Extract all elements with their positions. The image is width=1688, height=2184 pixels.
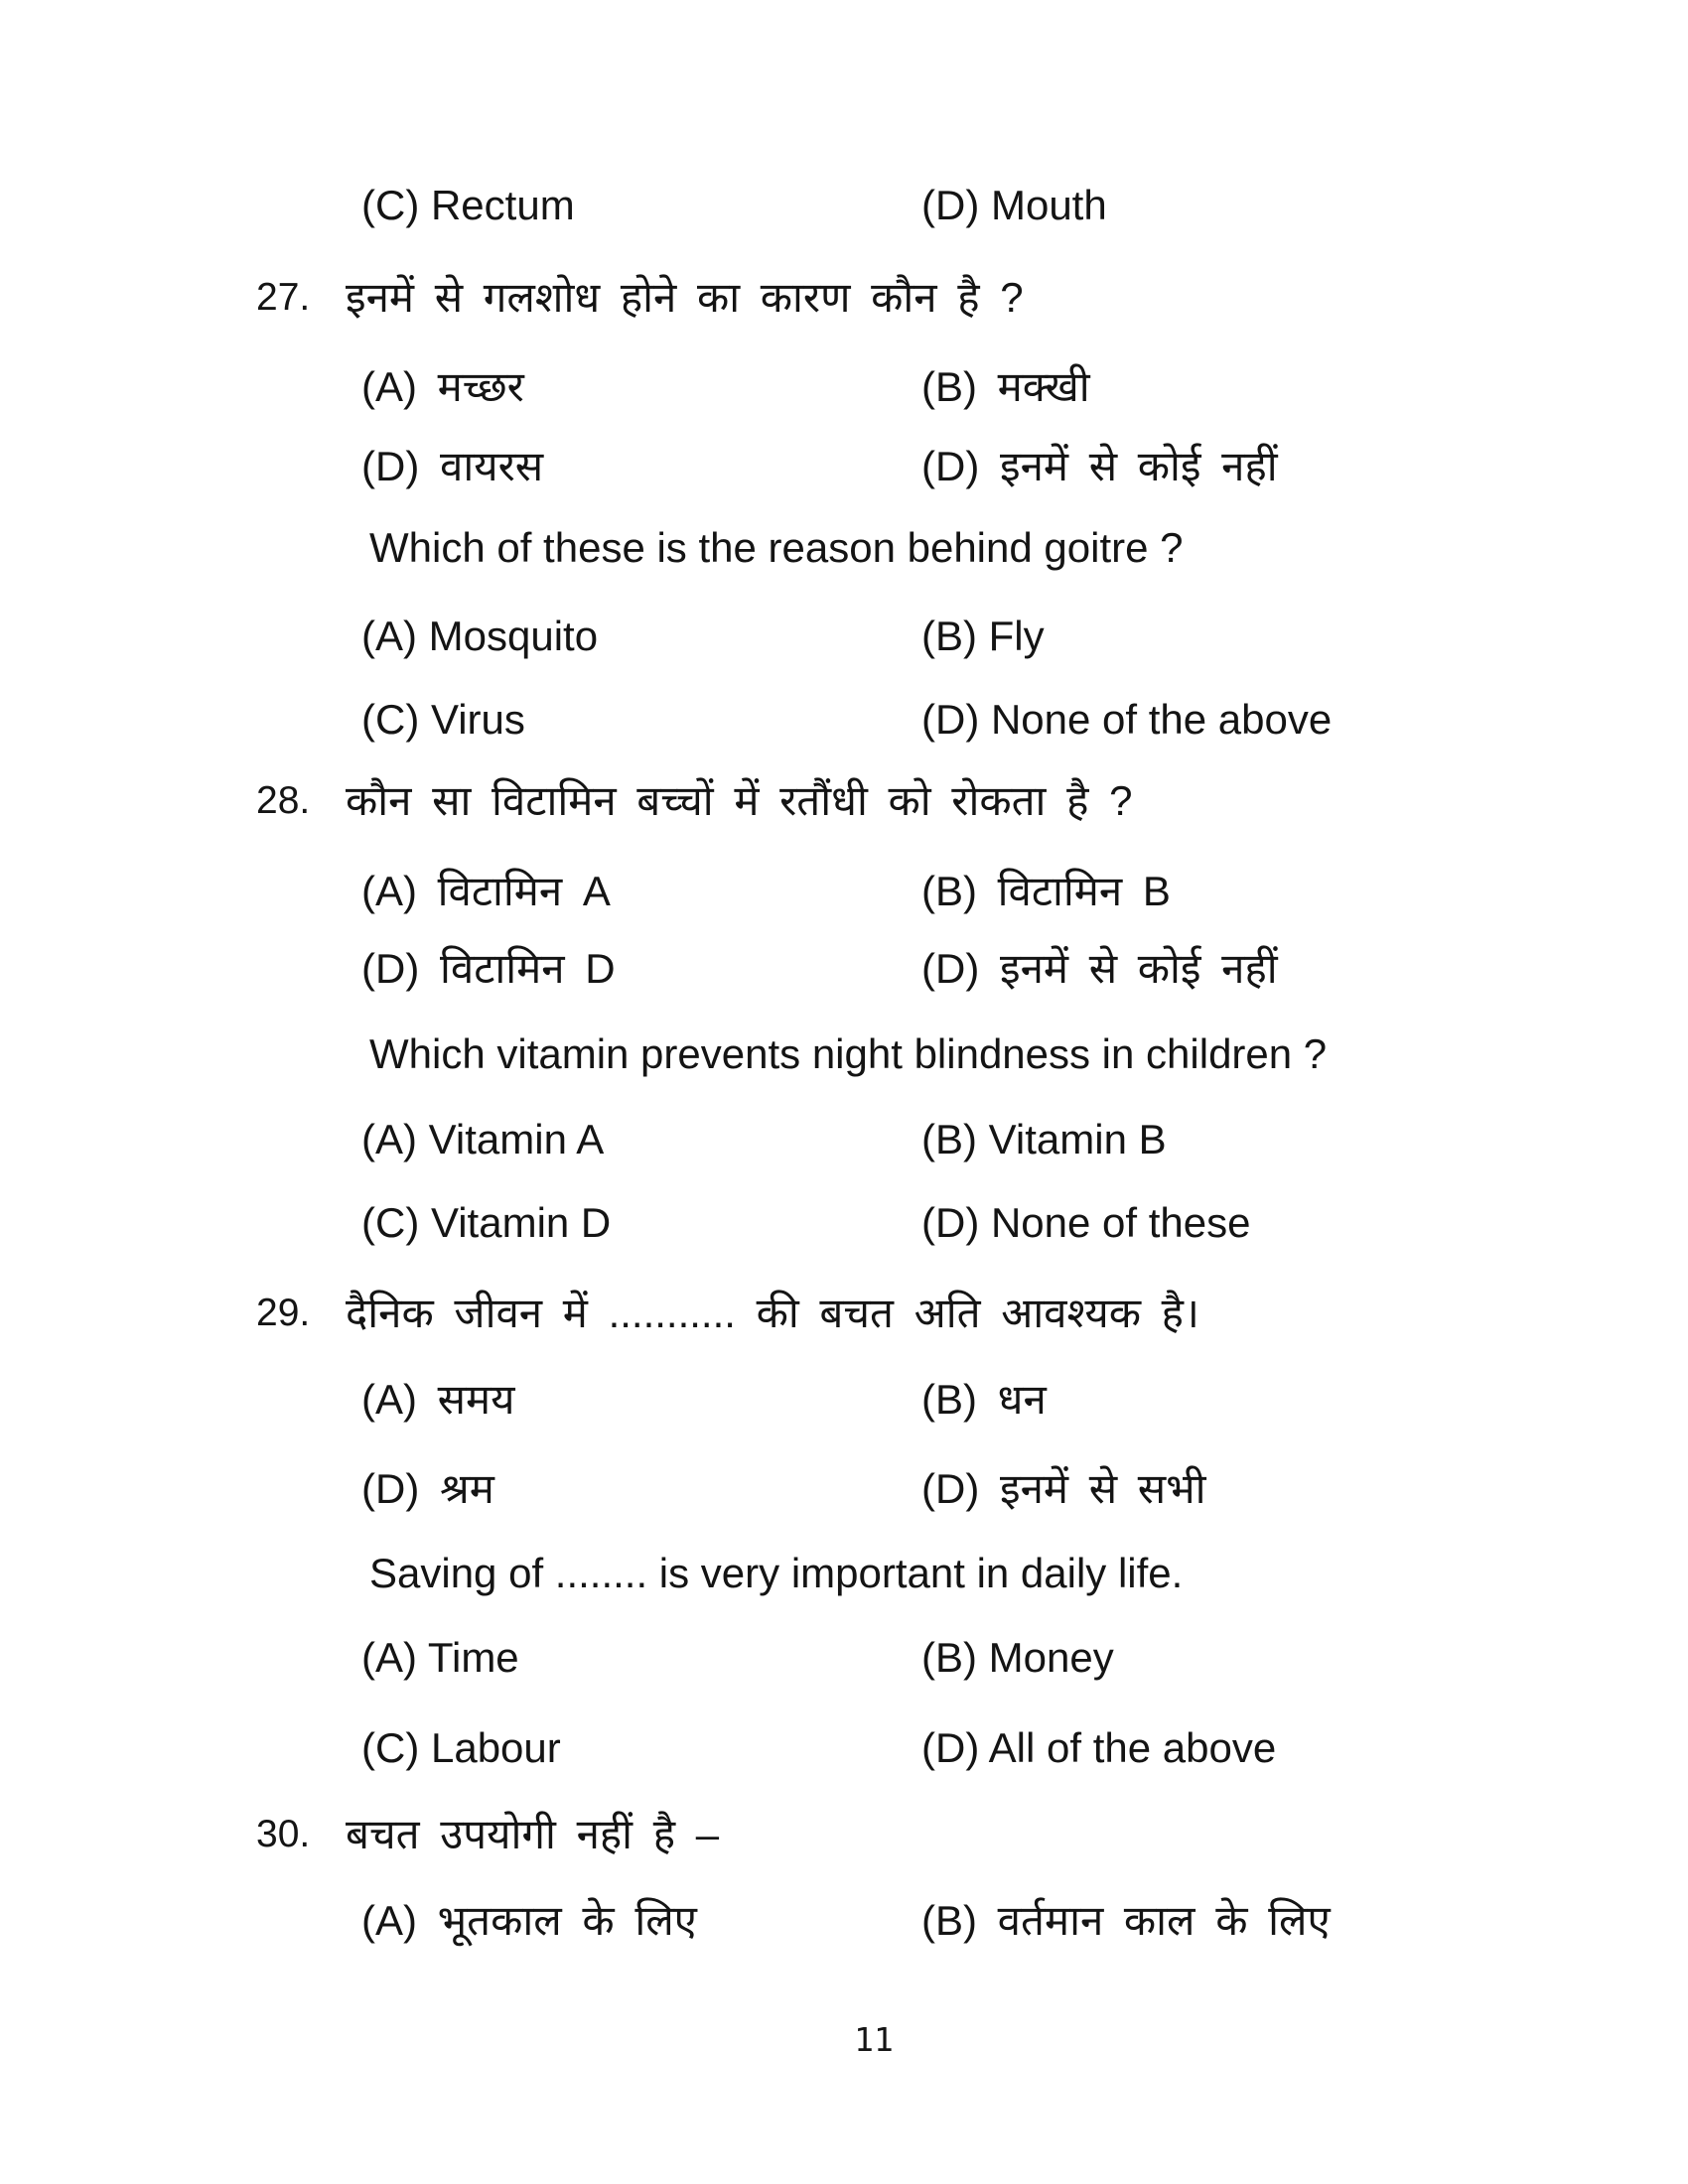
q28-english-question-row — [0, 1028, 1688, 1080]
option-right: (D) Mouth — [921, 182, 1107, 228]
option-left: (A) समय — [361, 1376, 515, 1423]
option-left: (D) श्रम — [361, 1465, 494, 1512]
question-number: 27. — [256, 276, 311, 319]
option-left: (D) विटामिन D — [361, 945, 616, 992]
option-left: (D) वायरस — [361, 443, 544, 489]
option-left: (C) Rectum — [361, 182, 575, 228]
option-left: (A) Time — [361, 1634, 519, 1681]
question-text-english: Saving of ........ is very important in daily life. — [369, 1550, 1184, 1596]
option-right: (D) None of these — [921, 1199, 1251, 1246]
option-left: (C) Vitamin D — [361, 1199, 612, 1246]
option-left: (A) Mosquito — [361, 613, 599, 659]
option-right: (B) वर्तमान काल के लिए — [921, 1897, 1331, 1944]
question-text-hindi: दैनिक जीवन में ........... की बचत अति आवश्यक है। — [346, 1290, 1199, 1336]
option-right: (D) इनमें से कोई नहीं — [921, 443, 1278, 489]
option-right: (B) Fly — [921, 613, 1045, 659]
question-text-hindi: बचत उपयोगी नहीं है – — [346, 1811, 720, 1857]
option-right: (D) इनमें से सभी — [921, 1465, 1206, 1512]
q28-hindi-options-row-ab — [0, 866, 1688, 917]
q28-english-options-row-cd — [0, 1197, 1688, 1249]
question-text-hindi: कौन सा विटामिन बच्चों में रतौंधी को रोकता है ? — [346, 777, 1133, 824]
option-right: (B) विटामिन B — [921, 868, 1171, 914]
q29-english-options-row-ab — [0, 1632, 1688, 1684]
question-text-hindi: इनमें से गलशोध होने का कारण कौन है ? — [346, 274, 1024, 321]
option-right: (D) इनमें से कोई नहीं — [921, 945, 1278, 992]
q27-hindi-question-row — [0, 272, 1688, 324]
option-right: (B) धन — [921, 1376, 1047, 1423]
q29-english-options-row-cd — [0, 1722, 1688, 1774]
question-text-english: Which vitamin prevents night blindness in children ? — [369, 1030, 1328, 1077]
q27-english-options-row-cd — [0, 694, 1688, 746]
q29-hindi-options-row-cd — [0, 1463, 1688, 1515]
option-left: (A) Vitamin A — [361, 1116, 605, 1162]
q30-hindi-options-row-ab — [0, 1895, 1688, 1947]
q28-hindi-question-row — [0, 775, 1688, 827]
option-left: (C) Virus — [361, 696, 525, 743]
q27-hindi-options-row-ab — [0, 361, 1688, 413]
q30-hindi-question-row — [0, 1809, 1688, 1860]
q27-english-question-row — [0, 522, 1688, 574]
option-right: (B) Money — [921, 1634, 1114, 1681]
question-number: 30. — [256, 1813, 311, 1855]
q29-hindi-question-row — [0, 1288, 1688, 1339]
q26-options-row-cd — [0, 180, 1688, 231]
q29-hindi-options-row-ab — [0, 1374, 1688, 1426]
q28-hindi-options-row-cd — [0, 943, 1688, 995]
page-number: 11 — [854, 2020, 894, 2059]
option-right: (B) Vitamin B — [921, 1116, 1167, 1162]
option-right: (D) All of the above — [921, 1724, 1277, 1771]
option-left: (A) भूतकाल के लिए — [361, 1897, 697, 1944]
option-left: (C) Labour — [361, 1724, 561, 1771]
option-right: (B) मक्खी — [921, 363, 1090, 410]
question-text-english: Which of these is the reason behind goitre ? — [369, 524, 1184, 571]
option-left: (A) मच्छर — [361, 363, 524, 410]
q29-english-question-row — [0, 1548, 1688, 1599]
q27-english-options-row-ab — [0, 611, 1688, 662]
option-left: (A) विटामिन A — [361, 868, 611, 914]
q28-english-options-row-ab — [0, 1114, 1688, 1165]
question-number: 28. — [256, 779, 311, 822]
question-number: 29. — [256, 1292, 311, 1334]
option-right: (D) None of the above — [921, 696, 1333, 743]
q27-hindi-options-row-cd — [0, 441, 1688, 492]
